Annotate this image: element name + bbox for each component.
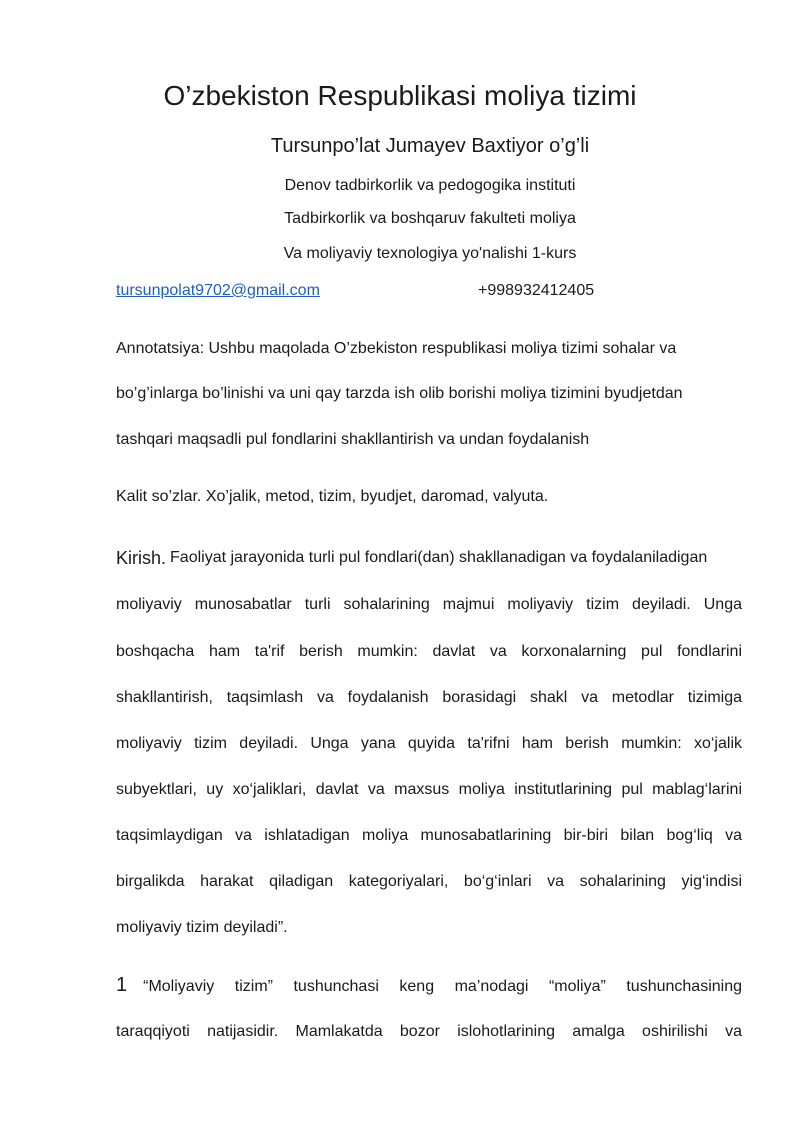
intro-line: subyektlari, uy xo‘jaliklari, davlat va maxsus moliya institutlarining pul mablag‘larini [116, 781, 742, 798]
annotation-line: bo’g’inlarga bo’linishi va uni qay tarzda ish olib borishi moliya tizimini byudjetdan [116, 385, 683, 402]
affiliation-course: Va moliyaviy texnologiya yo'nalishi 1-kurs [283, 245, 577, 262]
document-title: O’zbekiston Respublikasi moliya tizimi [163, 80, 637, 111]
intro-line: moliyaviy munosabatlar turli sohalarining majmui moliyaviy tizim deyiladi. Unga [116, 596, 742, 613]
intro-line: moliyaviy tizim deyiladi”. [116, 919, 288, 936]
affiliation-institute: Denov tadbirkorlik va pedogogika instituti [284, 177, 576, 194]
intro-line: boshqacha ham ta'rif berish mumkin: davlat va korxonalarning pul fondlarini [116, 643, 742, 660]
intro-label: Kirish. [116, 548, 167, 568]
intro-line: taqsimlaydigan va ishlatadigan moliya munosabatlarining bir-biri bilan bog‘liq va [116, 827, 742, 844]
section1-line: “Moliyaviy tizim” tushunchasi keng ma’nodagi “moliya” tushunchasining [143, 978, 742, 995]
section-number: 1 [116, 974, 128, 996]
author-name: Tursunpo’lat Jumayev Baxtiyor o’g’li [270, 135, 590, 157]
intro-line: moliyaviy tizim deyiladi. Unga yana quyida ta'rifni ham berish mumkin: xo‘jalik [116, 735, 742, 752]
intro-line: birgalikda harakat qiladigan kategoriyalari, bo‘g‘inlari va sohalarining yig‘indisi [116, 873, 742, 890]
email-link[interactable]: tursunpolat9702@gmail.com [116, 282, 320, 299]
phone-number: +998932412405 [478, 282, 595, 299]
intro-line: Faoliyat jarayonida turli pul fondlari(dan) shakllanadigan va foydalaniladigan [170, 549, 708, 566]
section1-first-line [116, 974, 742, 998]
keywords: Kalit so’zlar. Xo’jalik, metod, tizim, byudjet, daromad, valyuta. [116, 488, 549, 505]
intro-first-line [116, 547, 742, 569]
intro-line: shakllantirish, taqsimlash va foydalanish borasidagi shakl va metodlar tizimiga [116, 689, 742, 706]
annotation-line: tashqari maqsadli pul fondlarini shakllantirish va undan foydalanish [116, 431, 590, 448]
affiliation-faculty: Tadbirkorlik va boshqaruv fakulteti moliya [284, 210, 576, 227]
section1-line: taraqqiyoti natijasidir. Mamlakatda bozor islohotlarining amalga oshirilishi va [116, 1023, 742, 1040]
annotation-line: Annotatsiya: Ushbu maqolada O’zbekiston respublikasi moliya tizimi sohalar va [116, 340, 677, 357]
